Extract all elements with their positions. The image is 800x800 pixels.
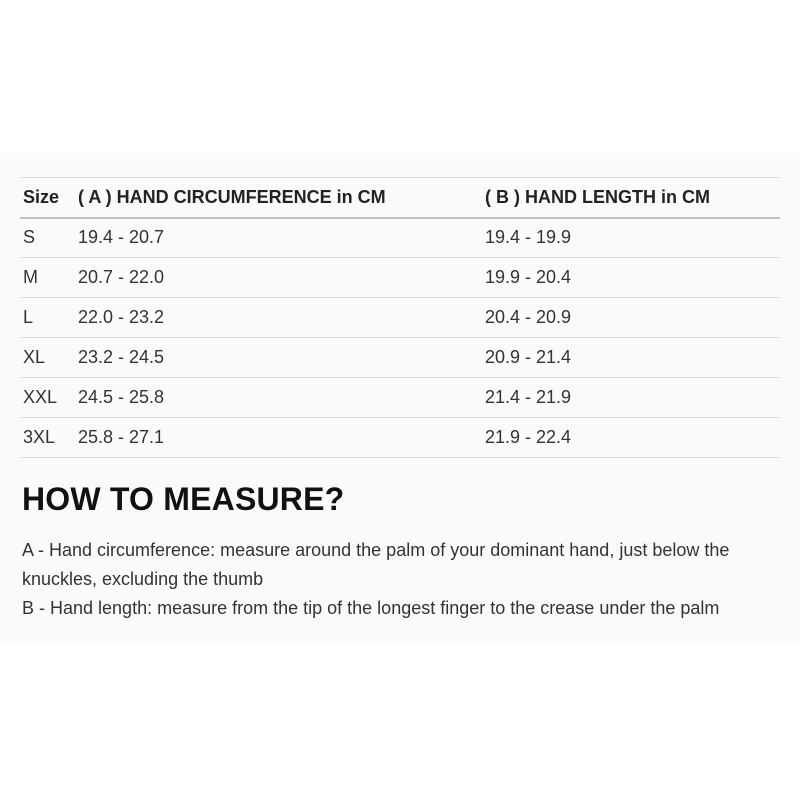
size-label: S bbox=[20, 218, 78, 258]
size-label: L bbox=[20, 298, 78, 338]
circumference-value: 19.4 - 20.7 bbox=[78, 218, 485, 258]
size-chart-table bbox=[20, 177, 780, 458]
circumference-value: 20.7 - 22.0 bbox=[78, 258, 485, 298]
circumference-value: 23.2 - 24.5 bbox=[78, 338, 485, 378]
size-chart-body bbox=[20, 218, 780, 458]
measuring-instructions bbox=[22, 536, 782, 623]
how-to-measure-title: HOW TO MEASURE? bbox=[22, 481, 345, 517]
length-value: 21.4 - 21.9 bbox=[485, 378, 780, 418]
length-value: 19.4 - 19.9 bbox=[485, 218, 780, 258]
table-row-xxl bbox=[20, 378, 780, 418]
instruction-hand-circumference: A - Hand circumference: measure around the palm of your dominant hand, just below the knuckles, excluding the thumb bbox=[22, 540, 730, 589]
column-header-hand-length: ( B ) HAND LENGTH in CM bbox=[485, 178, 780, 218]
table-row-xl bbox=[20, 338, 780, 378]
table-row-m bbox=[20, 258, 780, 298]
table-row-l bbox=[20, 298, 780, 338]
instruction-hand-length: B - Hand length: measure from the tip of the longest finger to the crease under the palm bbox=[22, 598, 720, 618]
circumference-value: 22.0 - 23.2 bbox=[78, 298, 485, 338]
column-header-hand-circumference: ( A ) HAND CIRCUMFERENCE in CM bbox=[78, 178, 485, 218]
circumference-value: 24.5 - 25.8 bbox=[78, 378, 485, 418]
size-label: XXL bbox=[20, 378, 78, 418]
table-row-3xl bbox=[20, 418, 780, 458]
length-value: 19.9 - 20.4 bbox=[485, 258, 780, 298]
size-label: M bbox=[20, 258, 78, 298]
column-header-size: Size bbox=[20, 178, 78, 218]
length-value: 20.9 - 21.4 bbox=[485, 338, 780, 378]
header-row bbox=[20, 178, 780, 218]
circumference-value: 25.8 - 27.1 bbox=[78, 418, 485, 458]
size-label: 3XL bbox=[20, 418, 78, 458]
table-row-s bbox=[20, 218, 780, 258]
size-chart-header bbox=[20, 178, 780, 218]
size-guide-section bbox=[0, 153, 800, 643]
size-label: XL bbox=[20, 338, 78, 378]
length-value: 21.9 - 22.4 bbox=[485, 418, 780, 458]
length-value: 20.4 - 20.9 bbox=[485, 298, 780, 338]
